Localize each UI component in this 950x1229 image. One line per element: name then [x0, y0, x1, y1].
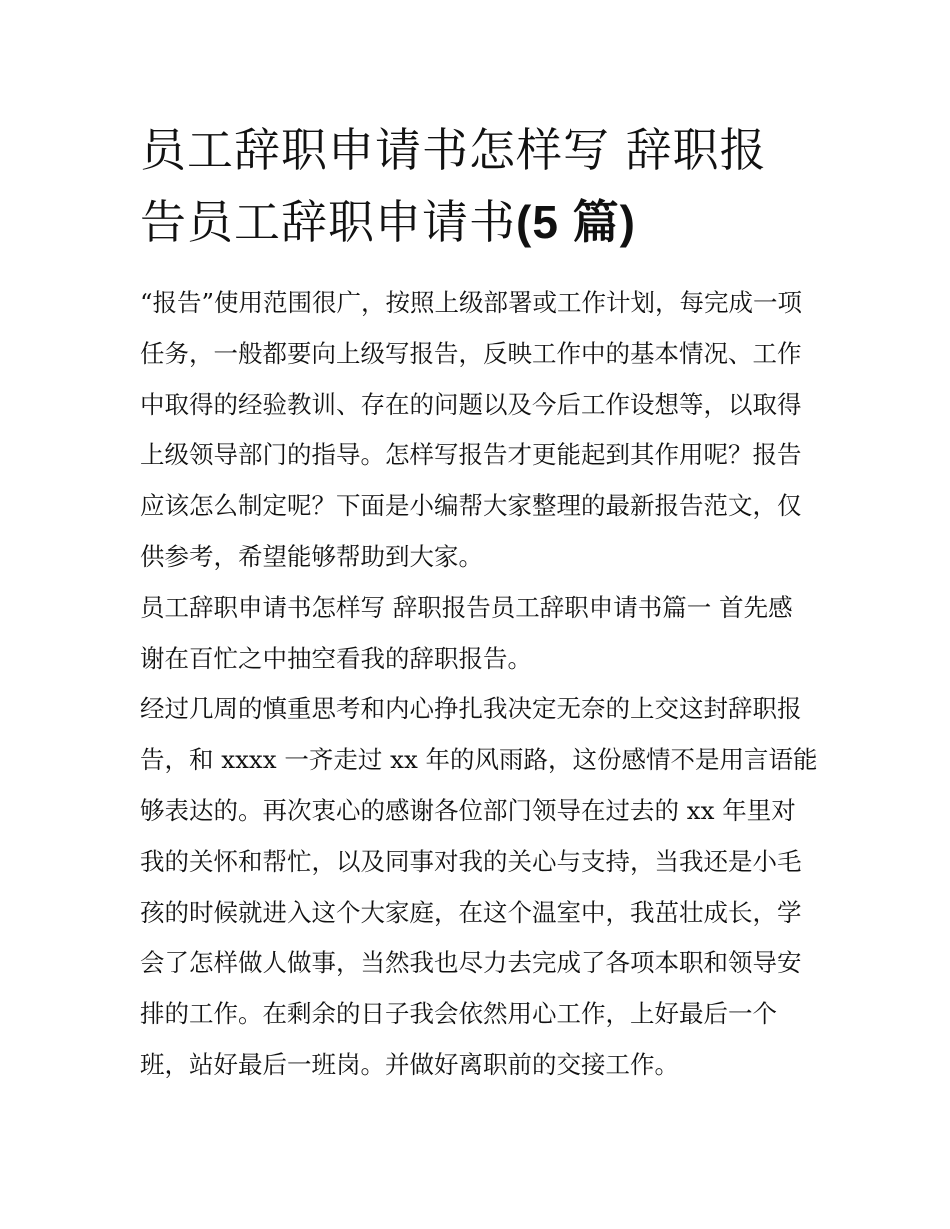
title-line-2 [140, 195, 636, 249]
title-line-2-text: 告员工辞职申请书 [140, 195, 516, 249]
document-title [140, 114, 820, 258]
body-line: 任务，一般都要向上级写报告，反映工作中的基本情况、工作 [140, 338, 802, 368]
body-line: “报告”使用范围很广，按照上级部署或工作计划，每完成一项 [140, 288, 803, 317]
body-line: 班，站好最后一班岗。并做好离职前的交接工作。 [140, 1049, 679, 1079]
body-line: 谢在百忙之中抽空看我的辞职报告。 [140, 643, 532, 673]
body-line: 孩的时候就进入这个大家庭，在这个温室中，我茁壮成长，学 [140, 897, 802, 927]
title-line-1: 员工辞职申请书怎样写 辞职报 [140, 123, 767, 177]
title-count: (5 篇) [516, 196, 636, 248]
body-line: 我的关怀和帮忙，以及同事对我的关心与支持，当我还是小毛 [140, 846, 802, 876]
body-line: 中取得的经验教训、存在的问题以及今后工作设想等，以取得 [140, 389, 802, 419]
body-line: 经过几周的慎重思考和内心挣扎我决定无奈的上交这封辞职报 [140, 694, 802, 724]
document-body [140, 278, 820, 1091]
body-line: 会了怎样做人做事，当然我也尽力去完成了各项本职和领导安 [140, 948, 802, 978]
body-line: 够表达的。再次衷心的感谢各位部门领导在过去的 xx 年里对 [140, 795, 796, 825]
body-line: 应该怎么制定呢？下面是小编帮大家整理的最新报告范文，仅 [140, 491, 802, 521]
body-line: 上级领导部门的指导。怎样写报告才更能起到其作用呢？报告 [140, 440, 802, 470]
body-line: 供参考，希望能够帮助到大家。 [140, 541, 483, 571]
body-line: 排的工作。在剩余的日子我会依然用心工作，上好最后一个 [140, 999, 777, 1029]
body-line: 员工辞职申请书怎样写 辞职报告员工辞职申请书篇一 首先感 [140, 592, 793, 622]
body-line: 告，和 xxxx 一齐走过 xx 年的风雨路，这份感情不是用言语能 [140, 745, 818, 775]
